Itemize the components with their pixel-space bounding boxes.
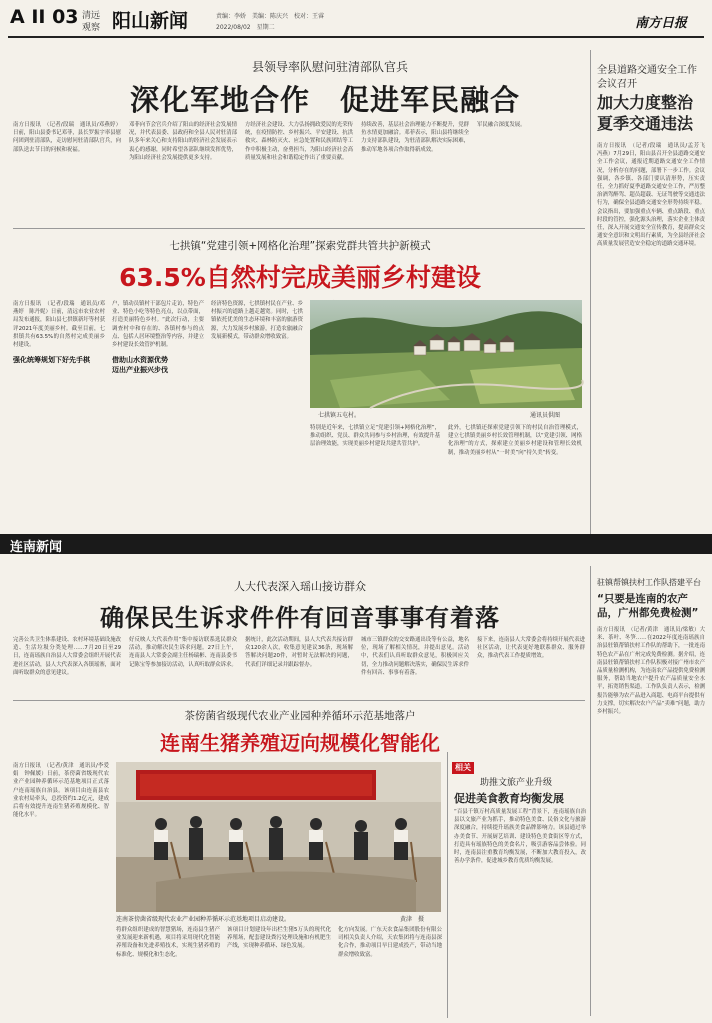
story2-headline: 63.5%自然村完成美丽乡村建设	[119, 263, 481, 292]
sidebar4-divider	[447, 752, 448, 1018]
section-title: 阳山新闻	[112, 10, 189, 32]
story4-photo	[116, 762, 441, 912]
story2-subhead-1: 强化统筹规划下好先手棋	[13, 356, 90, 365]
masthead-rule	[8, 36, 704, 38]
story1-headline: 深化军地合作 促进军民融合	[129, 83, 520, 117]
sidebar1-kicker: 全县道路交通安全工作会议召开	[597, 65, 697, 90]
story3-col5: 接下来，连南县人大常委会将持续开展代表进社区活动，让代表更好地联系群众、服务群众，推动代表工作提质增效。	[477, 637, 585, 660]
story2-col2-text: 户，镇动员镇村干部包片走访，特色产业、特色小吃等特色亮点，以点带面，打造美丽特色乡村。“此次行动，主要调查村中和存在的、各镇村参与的点点、包括人居环境整治等内容，并建立乡村建设长效管护机制。	[112, 301, 204, 349]
section2-title: 连南新闻	[10, 540, 63, 555]
story1-kicker: 县领导率队慰问驻清部队官兵	[251, 60, 408, 74]
story4-photo-caption: 连南茶傍菌省级现代农业产业园种养循环示范基地项目启动建设。	[116, 916, 291, 923]
village-aerial-image	[310, 300, 582, 408]
page-number: A II 03	[10, 6, 79, 28]
sidebar1-headline: 加大力度整治夏季交通违法	[597, 93, 694, 133]
story2-col5: 此外，七拱镇还探索党建引领下的村民自治管理模式，建立七拱镇美丽乡村长效管理机制，以“党建引领、网格化治理”的方式，探索建立美丽乡村建设和管理长效机制，推动美丽乡村从“一时美”向“持久美”转变。	[448, 425, 582, 456]
story4-kicker: 茶傍菌省级现代农业产业园种养循环示范基地落户	[184, 710, 416, 722]
story2-col4-lower	[310, 424, 440, 522]
story4-lead: 南方日报讯 （记者/黄津 通讯员/李爱娟 钟佩媛）日前，茶傍菌省级现代农业产业园种养循环示范基地项目正式落户连南瑶族自治县。该项目由连南县农业农村局牵头，总投资约1.2亿元，建成后将有效提升连南生猪养殖规模化、智能化水平。	[13, 763, 109, 819]
story2-photo-credit: 通讯员供图	[530, 412, 561, 419]
sidebar3-kicker: 驻镇帮镇扶村工作队搭建平台	[597, 578, 701, 587]
story4-top-rule	[13, 700, 585, 701]
sidebar1-text: 南方日报讯 （记者/段瑞 通讯员/孟芳飞 冯燕）7月29日，阳山县召开全县道路交通安全工作会议，通报近期道路交通安全工作情况，分析存在的问题，部署下一步工作。会议强调，各乡镇、各部门要认清形势，压实责任，全力抓好夏季道路交通安全工作，严厉整治酒驾醉驾、超员超载、无证驾驶等交通违法行为，确保全县道路交通安全形势持续平稳。会议指出，要加强重点车辆、重点路段、重点时段的管控，强化源头治理，落实企业主体责任，深入开展交通安全宣传教育，提高群众交通安全意识和文明出行素质，为全县经济社会高质量发展营造安全稳定的道路交通环境。	[597, 143, 711, 248]
sidebar1-divider	[590, 50, 591, 535]
story2-photo-caption: 七拱镇五屯村。	[318, 412, 361, 419]
sidebar4-text: “百县千镇万村高质量发展工程”背景下，连南瑶族自治县以文旅产业为抓手，推动特色美食、民俗文化与旅游深度融合，持续提升瑶族美食品牌影响力。该县通过举办美食节、开展厨艺培训、建设特色美食街区等方式，打造具有瑶族特色的美食名片，吸引游客品尝体验。同时，连南县注重教育均衡发展，不断加大教育投入，改善办学条件，促进城乡教育优质均衡发展。	[454, 809, 586, 865]
story2-top-rule	[13, 228, 585, 229]
ceremony-image	[116, 762, 441, 912]
section-small-label-1: 清远	[82, 11, 101, 21]
story3-col2: 好反映人大代表作用“集中接访联系选民群众活动，推动解决民生诉求问题。27日上午，连南县人大常委会副主任杨瑞彬、连南县委书记陈宝等参加接访活动，认真听取群众诉求。	[129, 637, 237, 668]
story3-kicker: 人大代表深入瑶山接访群众	[234, 580, 366, 593]
editors-line: 责编：李娇 美编：陈庆兴 校对：王睿	[216, 13, 325, 20]
masthead	[0, 0, 712, 40]
story4-col4: 化方向发展。广东天农食品集团股份有限公司相关负责人介绍，天农集团将与连南县深化合作，推动项目早日建成投产，带动当地群众增收致富。	[338, 927, 442, 958]
sidebar3-headline: “只要是连南的农产品，广州都免费检测”	[597, 593, 699, 619]
story1-lead-text: 南方日报讯 （记者/段瑞 通讯员/邓燕婷）日前，阳山县委书记邓菲，县长罗振宇率县慰问团到驻清部队，走访慰问驻清部队官兵，向部队送去节日的问候和祝福。	[13, 122, 121, 153]
story1-col4: 持续改善，基层社会治理能力不断提升，党群鱼水情更加融洽。邓菲表示，阳山县将继续全力支持部队建设，为驻清部队解决实际困难，推动军地各项合作取得新成效。	[361, 122, 469, 153]
story2-col4-lower-text: 特别是近年来，七拱镇立足“党建引领+网格化治理”，推动组织、党员、群众共同参与乡村治理，有效提升基层治理效能，实现美丽乡村建设共建共管共护。	[310, 425, 440, 448]
sidebar4-headline: 促进美食教育均衡发展	[454, 792, 564, 805]
sidebar4-badge	[452, 762, 474, 774]
sidebar3-text: 南方日报讯 （记者/黄津 通讯员/梁敏）大米、茶叶、冬笋……在2022年度连南瑶族自治县驻镇帮镇扶村工作队的帮助下，一批连南特色农产品在广州完成免费检测。据介绍，连南县驻镇帮镇扶村工作队积极对接广州市农产品质量检测机构，为连南农产品提供免费检测服务，帮助当地农户提升农产品质量安全水平，拓宽销售渠道。工作队负责人表示，检测报告能够为农产品进入商超、电商平台提供有力支撑，切实解决农户产品“卖难”问题，助力乡村振兴。	[597, 627, 706, 716]
section-small-label-2: 观察	[82, 23, 101, 33]
paper-logo: 南方日报	[635, 16, 688, 31]
story3-headline: 确保民生诉求件件有回音事事有着落	[100, 604, 500, 632]
story4-col3: 该项目计划建设年出栏生猪5万头的现代化养殖场，配套建设粪污处理设施和有机肥生产线，实现种养循环、绿色发展。	[227, 927, 331, 950]
story2-photo	[310, 300, 582, 408]
story4-col2: 将群众组织建成的智慧猪场，连南县生猪产业发展迎来新机遇，项目将采用现代化智能养殖设备和先进养殖技术，实现生猪养殖的标准化、规模化和生态化。	[116, 927, 220, 958]
story1-lead	[13, 121, 121, 223]
story1-col5: 军民融合深度发展。	[477, 122, 526, 128]
story2-subhead-2: 借助山水资源优势 迈出产业振兴步伐	[112, 356, 168, 375]
sidebar4-kicker: 助推文旅产业升级	[480, 778, 553, 788]
story1-col2: 邓菲向节会官兵介绍了阳山的经济社会发展情况，并代表县委、县政府和全县人民对驻清部队多年来关心和支持阳山的经济社会发展表示衷心的感谢，同时希望各部队继续发挥优势，为阳山经济社会发展提供更多支持。	[129, 122, 237, 161]
section2-banner	[0, 534, 712, 554]
issue-date: 2022/08/02 星期二	[216, 24, 275, 31]
story4-headline: 连南生猪养殖迈向规模化智能化	[160, 731, 440, 755]
story3-col4: 城市三镇群众的交安路通出设等有公益，地名位，现场了解相关情况，并提出意见。活动中，代表们认真听取群众意见，积极回应关切，全力推动问题解决落实，确保民生诉求件件有回音、事事有着落。	[361, 637, 469, 676]
story1-col3: 方经济社会建设、大力弘扬拥政爱民的光荣传统，在疫情防控、乡村振兴、平安建设、抗洪救灾、森林防灭火、应急处置和民族团结等工作中积极主动，奋勇担当，为阳山经济社会高质量发展和社会和谐稳定作出了重要贡献。	[245, 122, 353, 161]
story2-col2	[112, 300, 204, 522]
story2-kicker: 七拱镇“党建引领+网格化治理”探索党群共管共护新模式	[169, 240, 431, 252]
story3-col3: 据统计，此次活动期间，县人大代表共接访群众120余人次，收集意见建议36条，现场解答解决问题20件，对暂时无法解决的问题，代表们详细记录并跟踪督办。	[245, 637, 353, 668]
sidebar3-divider	[590, 566, 591, 1016]
story2-col3: 经济特色资源，七拱镇村民在产业、乡村振兴的道路上越走越宽。同时，七拱镇依托优美的生态环境和丰富的旅游资源，大力发展乡村旅游，打造农旅融合发展新模式，带动群众增收致富。	[211, 301, 303, 340]
sidebar4-badge-label: 相关	[455, 763, 471, 772]
story4-photo-credit: 黄津 摄	[400, 916, 425, 923]
story2-lead	[13, 300, 105, 522]
story3-col1: 完善公共卫生体系建设、农村环境基础设施改造、生活垃圾分类处理……7月20日至29日，连南瑶族自治县人大常委会组织开展代表进社区活动，县人大代表深入各镇瑶寨，面对面听取群众的意见建议。	[13, 637, 121, 676]
story2-lead-text: 南方日报讯 （记者/段瑞 通讯员/邓燕婷 陈丹妮）日前，清远市农业农村局发布通报，阳山县七拱镇新圩等村获评2021年度美丽乡村。截至目前，七拱镇共有63.5%的自然村完成美丽乡村建设。	[13, 301, 105, 349]
